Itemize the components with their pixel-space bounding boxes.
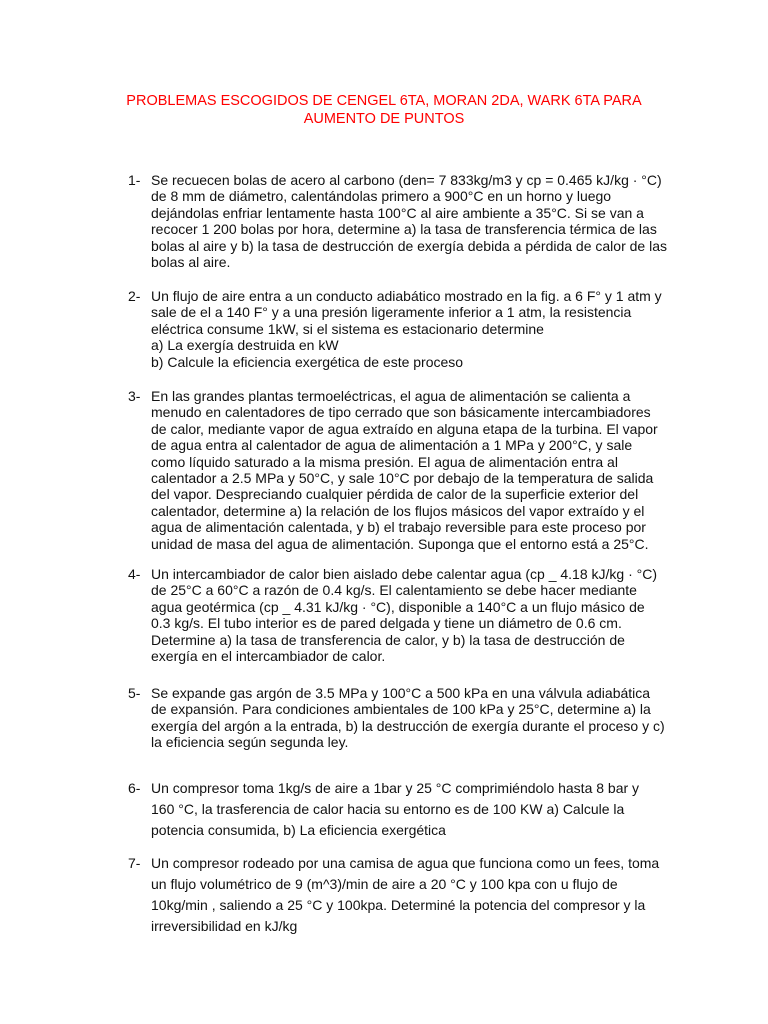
problem-6: [128, 778, 668, 841]
problem-line: Se expande gas argón de 3.5 MPa y 100°C a 500 kPa en una válvula adiabática: [151, 685, 651, 701]
problem-number: 1-: [128, 172, 141, 188]
problem-line: calentador a 2.5 MPa y 50°C, y sale 10°C por debajo de la temperatura de salida: [151, 470, 654, 487]
problem-line: Determine a) la tasa de transferencia de calor, y b) la tasa de destrucción de: [151, 631, 625, 648]
problem-4: [128, 566, 668, 664]
problem-line: calentador, determine a) la relación de los flujos másicos del vapor extraído y el: [151, 502, 645, 519]
problem-number: 5-: [128, 685, 141, 701]
problem-line: de 25°C a 60°C a razón de 0.4 kg/s. El calentamiento se debe hacer mediante: [151, 582, 637, 599]
problem-line: eléctrica consume 1kW, si el sistema es estacionario determine: [151, 320, 544, 337]
problem-5: [128, 685, 668, 751]
problem-line: un flujo volumétrico de 9 (m^3)/min de aire a 20 °C y 100 kpa con u flujo de: [151, 876, 618, 892]
problem-line: Un intercambiador de calor bien aislado debe calentar agua (cp _ 4.18 kJ/kg · °C): [151, 566, 657, 582]
problem-line: menudo en calentadores de tipo cerrado que son básicamente intercambiadores: [151, 404, 651, 421]
problem-line: de 8 mm de diámetro, calentándolas primero a 900°C en un horno y luego: [151, 188, 612, 205]
problem-line: En las grandes plantas termoeléctricas, el agua de alimentación se calienta a: [151, 388, 631, 404]
problem-number: 2-: [128, 288, 141, 304]
problem-line: agua geotérmica (cp _ 4.31 kJ/kg · °C), disponible a 140°C a un flujo másico de: [151, 598, 645, 615]
problem-number: 7-: [128, 855, 141, 871]
title-line-2: AUMENTO DE PUNTOS: [303, 111, 465, 127]
problem-line: 0.3 kg/s. El tubo interior es de pared delgada y tiene un diámetro de 0.6 cm.: [151, 615, 622, 632]
problem-line: de calor, mediante vapor de agua extraído en alguna etapa de la turbina. El vapor: [151, 420, 658, 437]
problem-line: bolas al aire.: [151, 254, 231, 271]
problem-line: Se recuecen bolas de acero al carbono (den= 7 833kg/m3 y cp = 0.465 kJ/kg · °C): [151, 172, 662, 188]
problem-line: como líquido saturado a la misma presión. El agua de alimentación entra al: [151, 453, 618, 470]
problem-line: dejándolas enfriar lentamente hasta 100°C al aire ambiente a 35°C. Si se van a: [151, 204, 644, 221]
problem-line: irreversibilidad en kJ/kg: [151, 918, 298, 934]
problem-line: potencia consumida, b) La eficiencia exergética: [151, 822, 446, 838]
problem-line: 160 °C, la trasferencia de calor hacia su entorno es de 100 KW a) Calcule la: [151, 801, 625, 817]
problem-line: b) Calcule la eficiencia exergética de este proceso: [151, 353, 464, 370]
problem-line: la eficiencia según segunda ley.: [151, 734, 349, 751]
problem-line: unidad de masa del agua de alimentación. Suponga que el entorno está a 25°C.: [151, 535, 649, 552]
problem-line: exergía en el intercambiador de calor.: [151, 648, 386, 665]
title-line-1: PROBLEMAS ESCOGIDOS DE CENGEL 6TA, MORAN 2DA, WARK 6TA PARA: [126, 93, 642, 109]
problem-line: agua de alimentación calentada, y b) el trabajo reversible para este proceso por: [151, 519, 646, 536]
problem-line: 10kg/min , saliendo a 25 °C y 100kpa. Determiné la potencia del compresor y la: [151, 897, 646, 913]
problem-line: a) La exergía destruida en kW: [151, 337, 339, 354]
problem-number: 6-: [128, 780, 141, 796]
problem-line: del vapor. Despreciando cualquier pérdida de calor de la superficie exterior del: [151, 486, 639, 503]
problem-line: Un compresor toma 1kg/s de aire a 1bar y 25 °C comprimiéndolo hasta 8 bar y: [151, 780, 640, 796]
problem-line: Un compresor rodeado por una camisa de agua que funciona como un fees, toma: [151, 855, 660, 871]
problem-line: de agua entra al calentador de agua de alimentación a 1 MPa y 200°C, y sale: [151, 437, 633, 454]
problem-line: de expansión. Para condiciones ambientales de 100 kPa y 25°C, determine a) la: [151, 701, 651, 718]
problem-line: bolas al aire y b) la tasa de destrucción de exergía debida a pérdida de calor de las: [151, 237, 667, 254]
problem-number: 3-: [128, 388, 141, 404]
problem-number: 4-: [128, 566, 141, 582]
document-title: [80, 92, 688, 128]
problem-1: [128, 172, 668, 270]
problem-line: exergía del argón a la entrada, b) la destrucción de exergía durante el proceso y c): [151, 717, 665, 734]
problem-line: recocer 1 200 bolas por hora, determine a) la tasa de transferencia térmica de las: [151, 221, 657, 238]
problem-line: sale de el a 140 F° y a una presión ligeramente inferior a 1 atm, la resistencia: [151, 304, 632, 321]
problem-3: [128, 388, 668, 552]
problem-2: [128, 288, 668, 370]
problem-7: [128, 853, 668, 937]
problem-line: Un flujo de aire entra a un conducto adiabático mostrado en la fig. a 6 F° y 1 atm y: [151, 288, 662, 304]
